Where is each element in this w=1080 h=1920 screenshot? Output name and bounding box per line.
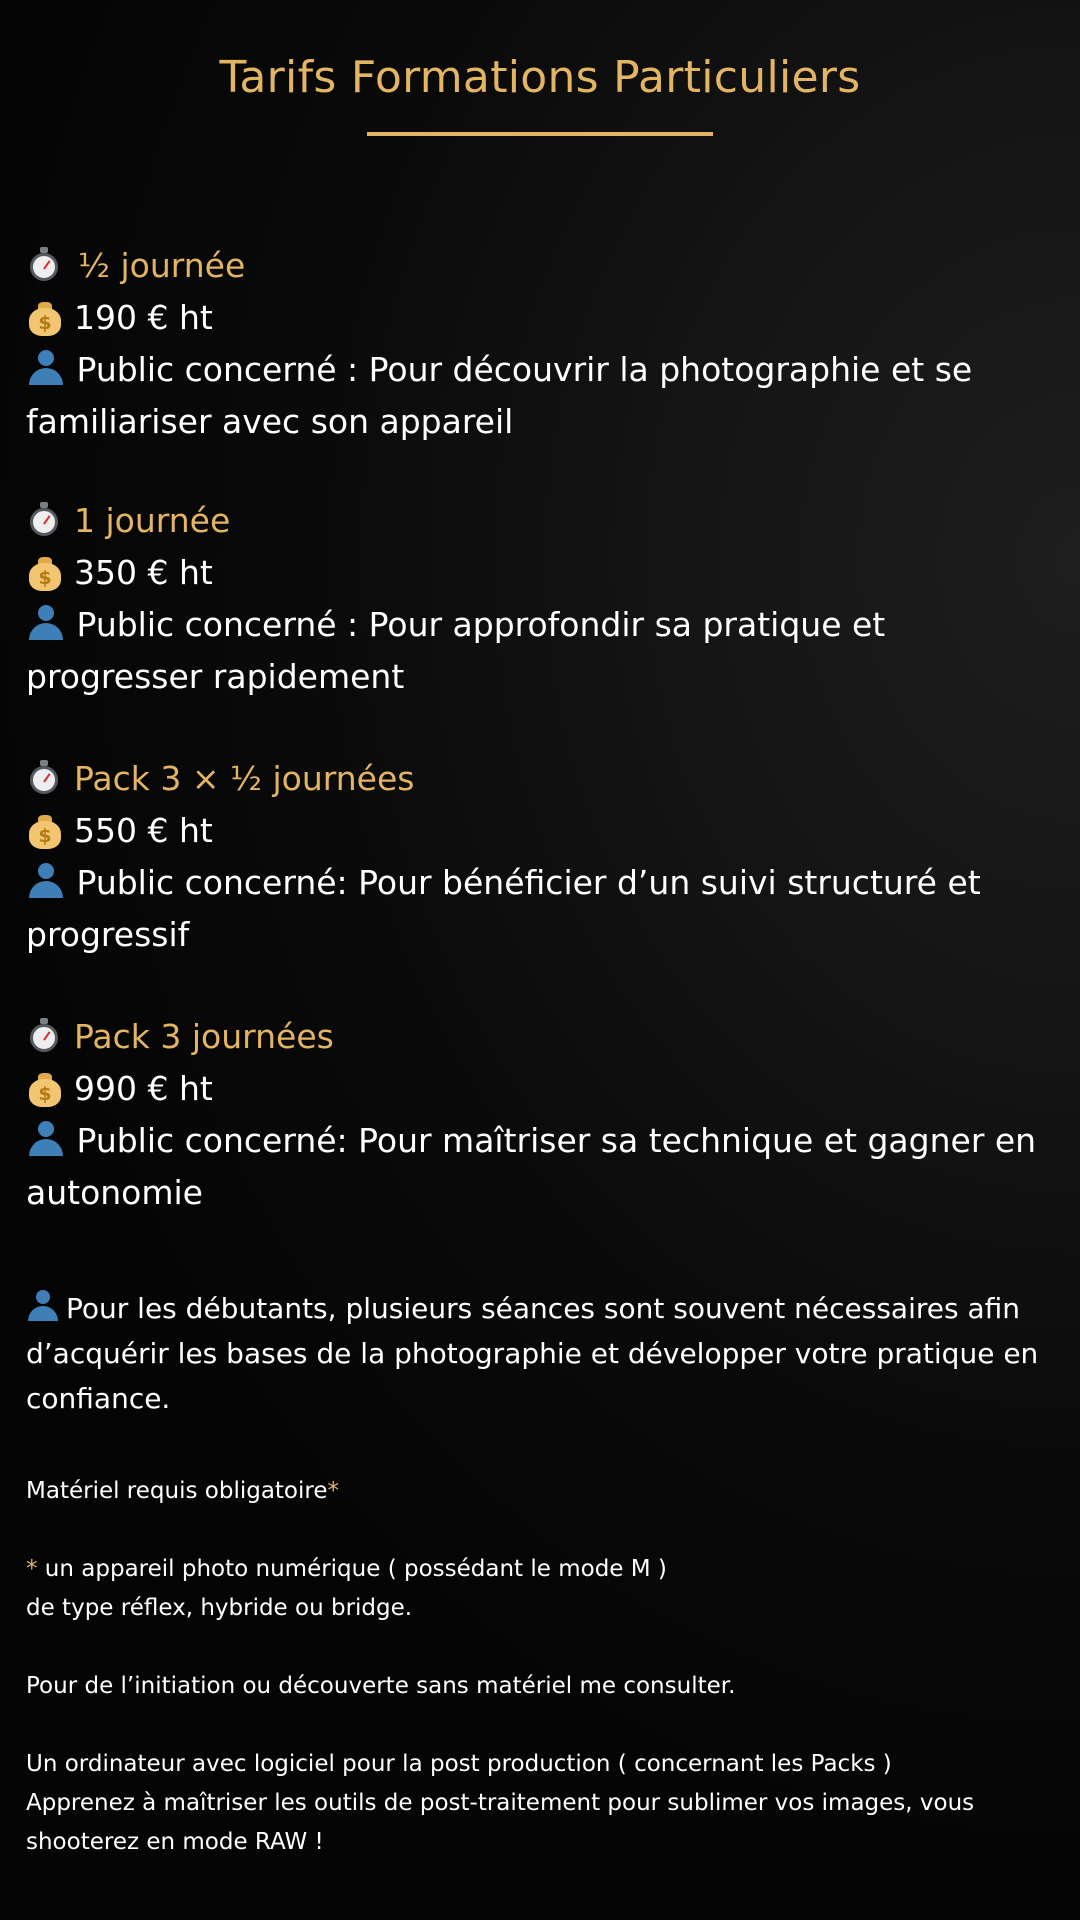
- offer-price: 990 € ht: [74, 1069, 213, 1108]
- equipment-camera: [26, 1550, 1056, 1628]
- offer-name: 1 journée: [74, 501, 231, 540]
- person-icon: [26, 347, 66, 387]
- offer-price-row: [26, 292, 1056, 344]
- offer-pack-days: [26, 1011, 1056, 1219]
- offer-audience: [26, 599, 1056, 703]
- stopwatch-icon: [26, 1017, 66, 1057]
- offer-audience-text: Public concerné: Pour maîtriser sa technique et gagner en autonomie: [26, 1121, 1037, 1212]
- offer-price-row: [26, 547, 1056, 599]
- stopwatch-icon: [26, 501, 66, 541]
- camera-line-1: un appareil photo numérique ( possédant le mode M ): [37, 1556, 667, 1582]
- asterisk-mark: *: [327, 1478, 339, 1504]
- offer-name: ½ journée: [78, 246, 246, 285]
- computer-line-1: Un ordinateur avec logiciel pour la post production ( concernant les Packs ): [26, 1751, 892, 1777]
- stopwatch-icon: [26, 759, 66, 799]
- offer-full-day: [26, 495, 1056, 703]
- equipment-initiation: Pour de l’initiation ou découverte sans matériel me consulter.: [26, 1673, 736, 1699]
- money-bag-icon: $: [26, 298, 66, 338]
- money-bag-icon: $: [26, 1069, 66, 1109]
- offer-name: Pack 3 journées: [74, 1017, 334, 1056]
- equipment-heading-text: Matériel requis obligatoire: [26, 1478, 328, 1504]
- equipment-heading: [26, 1472, 1056, 1511]
- offer-price-row: [26, 1063, 1056, 1115]
- asterisk-mark: *: [26, 1556, 38, 1582]
- offer-price-row: [26, 805, 1056, 857]
- money-bag-icon: $: [26, 811, 66, 851]
- offer-audience: [26, 1115, 1056, 1219]
- computer-line-2: Apprenez à maîtriser les outils de post-traitement pour sublimer vos images, vous shooterez en mode RAW !: [26, 1790, 975, 1855]
- offer-price: 190 € ht: [74, 298, 213, 337]
- title-underline: [367, 132, 713, 136]
- offer-audience: [26, 344, 1056, 448]
- person-icon: [26, 602, 66, 642]
- offer-name-row: [26, 753, 1056, 805]
- offer-name-row: [26, 240, 1056, 292]
- offer-pack-half-days: [26, 753, 1056, 961]
- offer-price: 350 € ht: [74, 553, 213, 592]
- offer-name: Pack 3 × ½ journées: [74, 759, 415, 798]
- offer-half-day: [26, 240, 1056, 448]
- equipment-computer: [26, 1745, 1056, 1862]
- beginner-note-text: Pour les débutants, plusieurs séances sont souvent nécessaires afin d’acquérir les bases de la photographie et développer votre pratique en confiance.: [26, 1292, 1039, 1415]
- offer-name-row: [26, 1011, 1056, 1063]
- money-bag-icon: $: [26, 553, 66, 593]
- person-icon: [26, 860, 66, 900]
- page-title: Tarifs Formations Particuliers: [219, 52, 861, 103]
- beginner-note: [26, 1286, 1056, 1421]
- offer-name-row: [26, 495, 1056, 547]
- offer-audience-text: Public concerné: Pour bénéficier d’un suivi structuré et progressif: [26, 863, 981, 954]
- offer-audience: [26, 857, 1056, 961]
- camera-line-2: de type réflex, hybride ou bridge.: [26, 1595, 413, 1621]
- offer-audience-text: Public concerné : Pour découvrir la photographie et se familiariser avec son appareil: [26, 350, 973, 441]
- stopwatch-icon: [26, 246, 66, 286]
- person-icon: [26, 1118, 66, 1158]
- offer-price: 550 € ht: [74, 811, 213, 850]
- offer-audience-text: Public concerné : Pour approfondir sa pratique et progresser rapidement: [26, 605, 886, 696]
- person-icon: [26, 1289, 66, 1323]
